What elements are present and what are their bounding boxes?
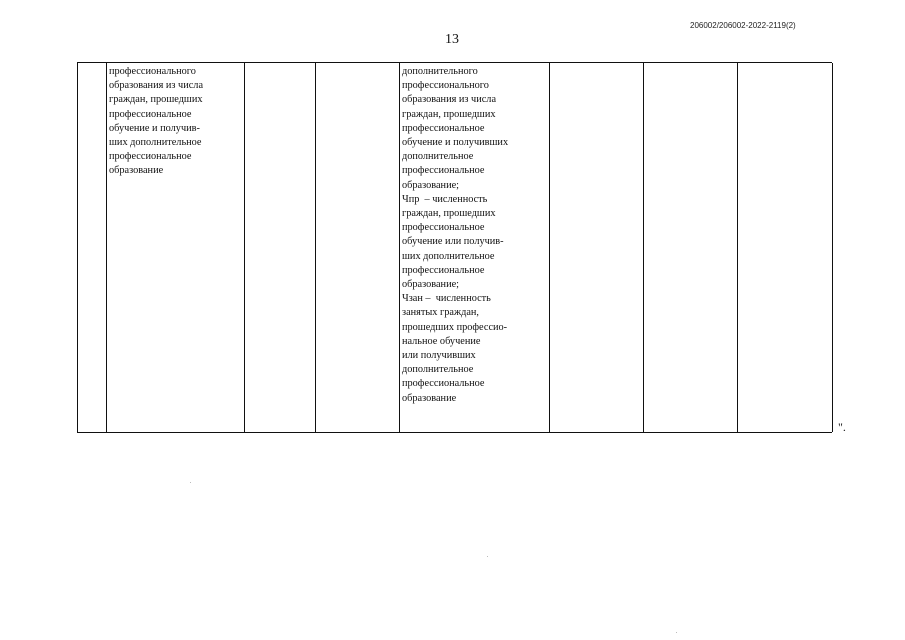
table-column-value <box>316 63 400 432</box>
table-column-unit <box>245 63 316 432</box>
document-code: 206002/206002-2022-2119(2) <box>690 21 796 30</box>
table-column-formula <box>400 63 550 432</box>
table-column-indicator <box>107 63 245 432</box>
table <box>77 62 832 433</box>
closing-quote: ". <box>838 420 846 434</box>
page-number: 13 <box>445 32 459 47</box>
scan-speck <box>676 632 677 633</box>
table-column-number <box>78 63 107 432</box>
formula-text: дополнительного профессионального образования из числа граждан, прошедших профессиональное обучение и получивших дополнительное профессиональное образование; Чпр – численность граждан, прошедших профессиональное обучение или получив- ших дополнительное профессиональное образование; Чзан – численность занятых граждан, прошедших профессио- нальное обучение или получивших дополнительное профессиональное образование <box>402 66 509 404</box>
table-column-8 <box>738 63 833 432</box>
indicator-text: профессионального образования из числа граждан, прошедших профессиональное обучение и получив- ших дополнительное профессиональное образование <box>109 66 204 177</box>
scan-speck <box>190 482 191 483</box>
table-column-7 <box>644 63 738 432</box>
scan-speck <box>487 556 488 557</box>
table-column-6 <box>550 63 644 432</box>
